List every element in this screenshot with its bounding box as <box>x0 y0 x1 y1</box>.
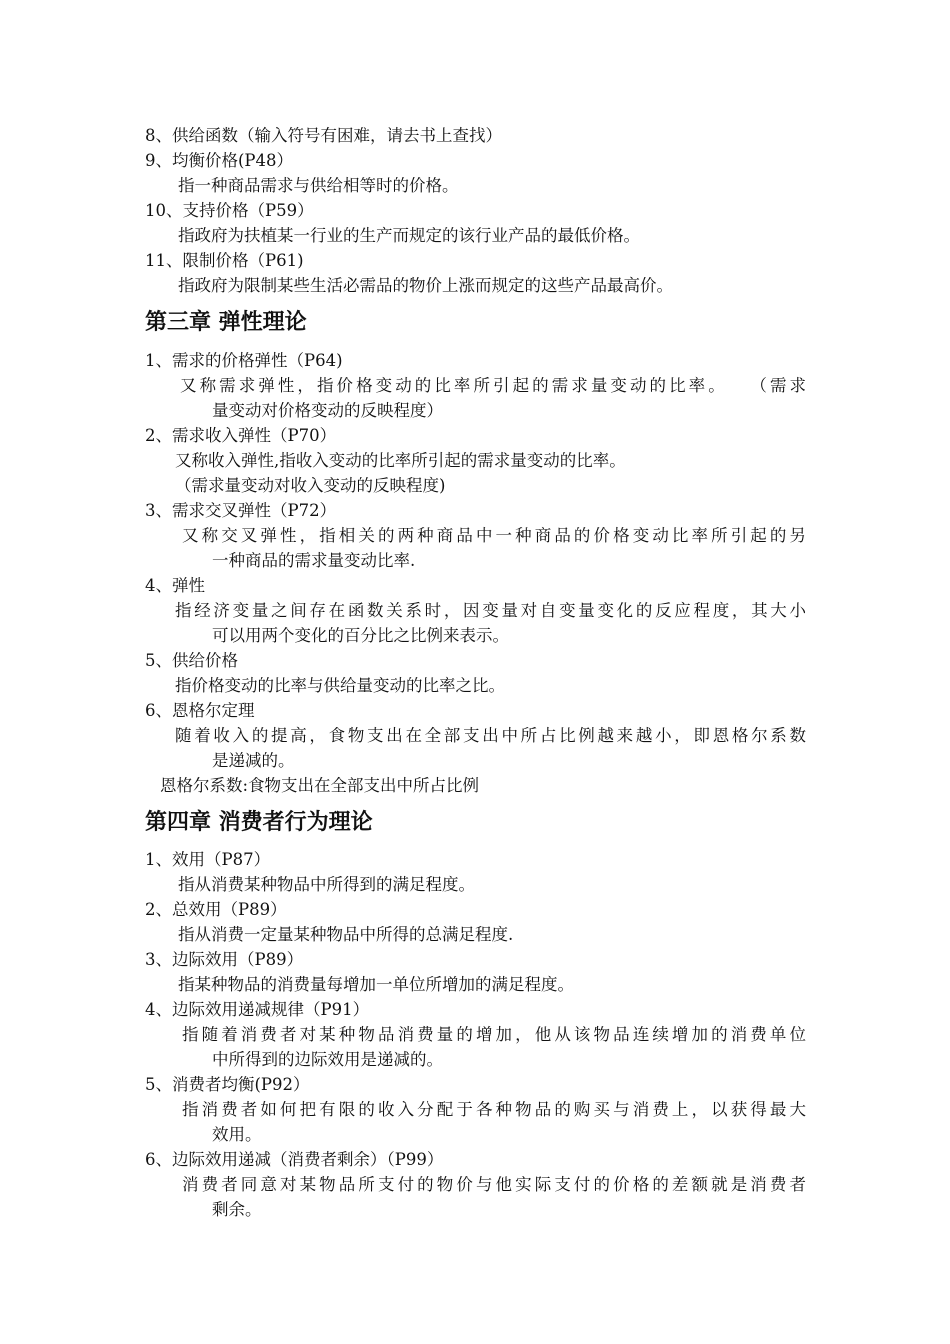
item-11-definition: 指政府为限制某些生活必需品的物价上涨而规定的这些产品最高价。 <box>178 276 673 295</box>
item-9-definition: 指一种商品需求与供给相等时的价格。 <box>178 176 459 195</box>
item-9-heading: 9、均衡价格(P48） <box>145 151 294 170</box>
ch4-item-6-heading: 6、边际效用递减（消费者剩余）（P99） <box>145 1150 444 1169</box>
ch4-item-2-heading: 2、总效用（P89） <box>145 900 287 919</box>
ch3-item-5-heading: 5、供给价格 <box>145 651 238 670</box>
ch4-item-3-line-1: 指某种物品的消费量每增加一单位所增加的满足程度。 <box>178 975 574 994</box>
ch3-engel-note: 恩格尔系数:食物支出在全部支出中所占比例 <box>160 776 480 795</box>
item-8-heading: 8、供给函数（输入符号有困难，请去书上查找） <box>145 126 502 145</box>
ch4-item-4-line-1 <box>182 1022 806 1047</box>
ch4-item-4-heading: 4、边际效用递减规律（P91） <box>145 1000 370 1019</box>
ch3-item-6-heading: 6、恩格尔定理 <box>145 701 255 720</box>
ch3-item-1-line-1 <box>180 373 806 398</box>
ch3-item-6-line-2: 是递减的。 <box>212 751 295 770</box>
ch3-item-3-heading: 3、需求交叉弹性（P72） <box>145 501 337 520</box>
ch4-item-6-line-2: 剩余。 <box>212 1200 262 1219</box>
ch3-item-2-heading: 2、需求收入弹性（P70） <box>145 426 337 445</box>
ch3-item-5-line-1: 指价格变动的比率与供给量变动的比率之比。 <box>175 676 505 695</box>
ch3-item-4-line-1-text: 指经济变量之间存在函数关系时，因变量对自变量变化的反应程度，其大小 <box>175 601 806 620</box>
ch4-item-2-line-1: 指从消费一定量某种物品中所得的总满足程度. <box>178 925 514 944</box>
ch4-item-1-line-1: 指从消费某种物品中所得到的满足程度。 <box>178 875 475 894</box>
ch3-item-4-heading: 4、弹性 <box>145 576 205 595</box>
ch3-item-4-line-1 <box>175 598 806 623</box>
ch4-item-4-line-2: 中所得到的边际效用是递减的。 <box>212 1050 443 1069</box>
ch4-item-4-line-1-text: 指随着消费者对某种物品消费量的增加，他从该物品连续增加的消费单位 <box>182 1025 806 1044</box>
ch4-item-5-line-1-text: 指消费者如何把有限的收入分配于各种物品的购买与消费上，以获得最大 <box>182 1100 806 1119</box>
ch3-item-6-line-1-text: 随着收入的提高，食物支出在全部支出中所占比例越来越小，即恩格尔系数 <box>175 726 806 745</box>
ch4-item-5-heading: 5、消费者均衡(P92） <box>145 1075 310 1094</box>
chapter-4-title: 第四章 消费者行为理论 <box>145 810 373 835</box>
chapter-3-title: 第三章 弹性理论 <box>145 310 307 335</box>
ch3-item-3-line-1-text: 又称交叉弹性，指相关的两种商品中一种商品的价格变动比率所引起的另 <box>182 526 806 545</box>
ch4-item-5-line-2: 效用。 <box>212 1125 262 1144</box>
ch3-item-1-line-1-text: 又称需求弹性，指价格变动的比率所引起的需求量变动的比率。 （需求 <box>180 376 806 395</box>
item-11-heading: 11、限制价格（P61) <box>145 251 304 270</box>
item-10-definition: 指政府为扶植某一行业的生产而规定的该行业产品的最低价格。 <box>178 226 640 245</box>
ch3-item-1-line-2: 量变动对价格变动的反映程度） <box>212 401 443 420</box>
ch3-item-2-line-1: 又称收入弹性,指收入变动的比率所引起的需求量变动的比率。 <box>175 451 626 470</box>
ch4-item-5-line-1 <box>182 1097 806 1122</box>
ch4-item-1-heading: 1、效用（P87） <box>145 850 271 869</box>
ch4-item-3-heading: 3、边际效用（P89） <box>145 950 304 969</box>
ch3-item-6-line-1 <box>175 723 806 748</box>
ch3-item-3-line-2: 一种商品的需求量变动比率. <box>212 551 416 570</box>
ch4-item-6-line-1-text: 消费者同意对某物品所支付的物价与他实际支付的价格的差额就是消费者 <box>182 1175 806 1194</box>
item-10-heading: 10、支持价格（P59） <box>145 201 314 220</box>
ch3-item-4-line-2: 可以用两个变化的百分比之比例来表示。 <box>212 626 509 645</box>
ch3-item-2-line-2: （需求量变动对收入变动的反映程度) <box>175 476 446 495</box>
ch3-item-1-heading: 1、需求的价格弹性（P64) <box>145 351 343 370</box>
ch4-item-6-line-1 <box>182 1172 806 1197</box>
ch3-item-3-line-1 <box>182 523 806 548</box>
